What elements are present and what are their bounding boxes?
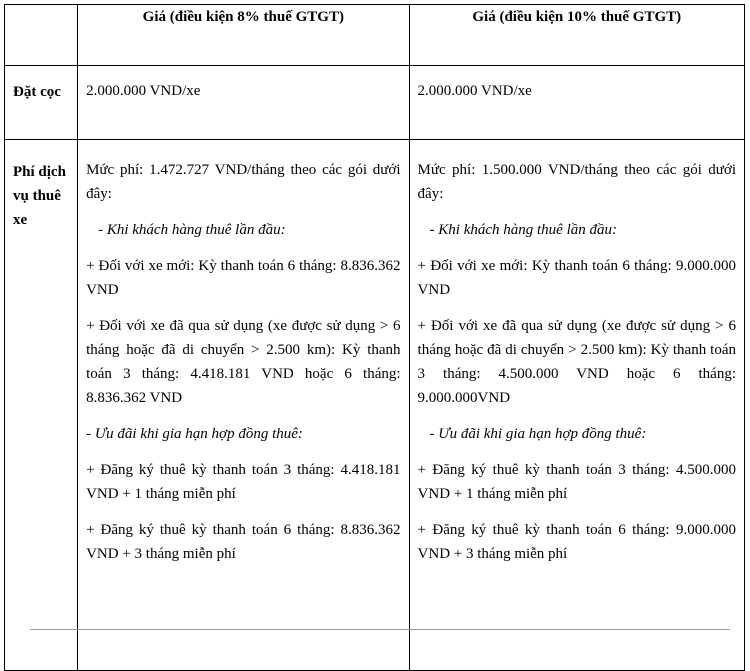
- renewal-6-month-10: + Đăng ký thuê kỳ thanh toán 6 tháng: 9.000.000 VND + 3 tháng miễn phí: [417, 522, 736, 562]
- header-price-8-percent: Giá (điều kiện 8% thuế GTGT): [78, 5, 409, 66]
- deposit-value-8: 2.000.000 VND/xe: [78, 66, 409, 140]
- table-header-row: [5, 5, 745, 66]
- renewal-6-month-8: + Đăng ký thuê kỳ thanh toán 6 tháng: 8.836.362 VND + 3 tháng miễn phí: [86, 522, 401, 562]
- renewal-3-month-8: + Đăng ký thuê kỳ thanh toán 3 tháng: 4.418.181 VND + 1 tháng miễn phí: [86, 462, 401, 502]
- pricing-table: [4, 4, 745, 671]
- page-bottom-rule: [30, 629, 730, 630]
- first-rent-heading-8: - Khi khách hàng thuê lần đầu:: [98, 222, 286, 238]
- table-row-rental-fee: [5, 140, 745, 671]
- deposit-value-10: 2.000.000 VND/xe: [409, 66, 744, 140]
- renewal-heading-8: - Ưu đãi khi gia hạn hợp đồng thuê:: [86, 426, 303, 442]
- new-car-term-8: + Đối với xe mới: Kỳ thanh toán 6 tháng: 8.836.362 VND: [86, 258, 401, 298]
- rental-fee-cell-10: [409, 140, 744, 671]
- header-price-10-percent: Giá (điều kiện 10% thuế GTGT): [409, 5, 744, 66]
- first-rent-heading-10: - Khi khách hàng thuê lần đầu:: [429, 222, 618, 238]
- renewal-3-month-10: + Đăng ký thuê kỳ thanh toán 3 tháng: 4.500.000 VND + 1 tháng miễn phí: [417, 462, 736, 502]
- table-row-deposit: [5, 66, 745, 140]
- used-car-term-10: + Đối với xe đã qua sử dụng (xe được sử dụng > 6 tháng hoặc đã di chuyển > 2.500 km): Kỳ thanh toán 3 tháng: 4.500.000 VND hoặc 6 tháng: 9.000.000VND: [417, 318, 736, 406]
- deposit-label: Đặt cọc: [5, 66, 78, 140]
- renewal-heading-10: - Ưu đãi khi gia hạn hợp đồng thuê:: [429, 426, 647, 442]
- rental-fee-label: Phí dịch vụ thuê xe: [5, 140, 78, 671]
- rental-fee-cell-8: [78, 140, 409, 671]
- header-empty-cell: [5, 5, 78, 66]
- used-car-term-8: + Đối với xe đã qua sử dụng (xe được sử dụng > 6 tháng hoặc đã di chuyển > 2.500 km): Kỳ thanh toán 3 tháng: 4.418.181 VND hoặc 6 tháng: 8.836.362 VND: [86, 318, 401, 406]
- fee-rate-8: Mức phí: 1.472.727 VND/tháng theo các gói dưới đây:: [86, 162, 401, 202]
- fee-rate-10: Mức phí: 1.500.000 VND/tháng theo các gói dưới đây:: [417, 162, 736, 202]
- new-car-term-10: + Đối với xe mới: Kỳ thanh toán 6 tháng: 9.000.000 VND: [417, 258, 736, 298]
